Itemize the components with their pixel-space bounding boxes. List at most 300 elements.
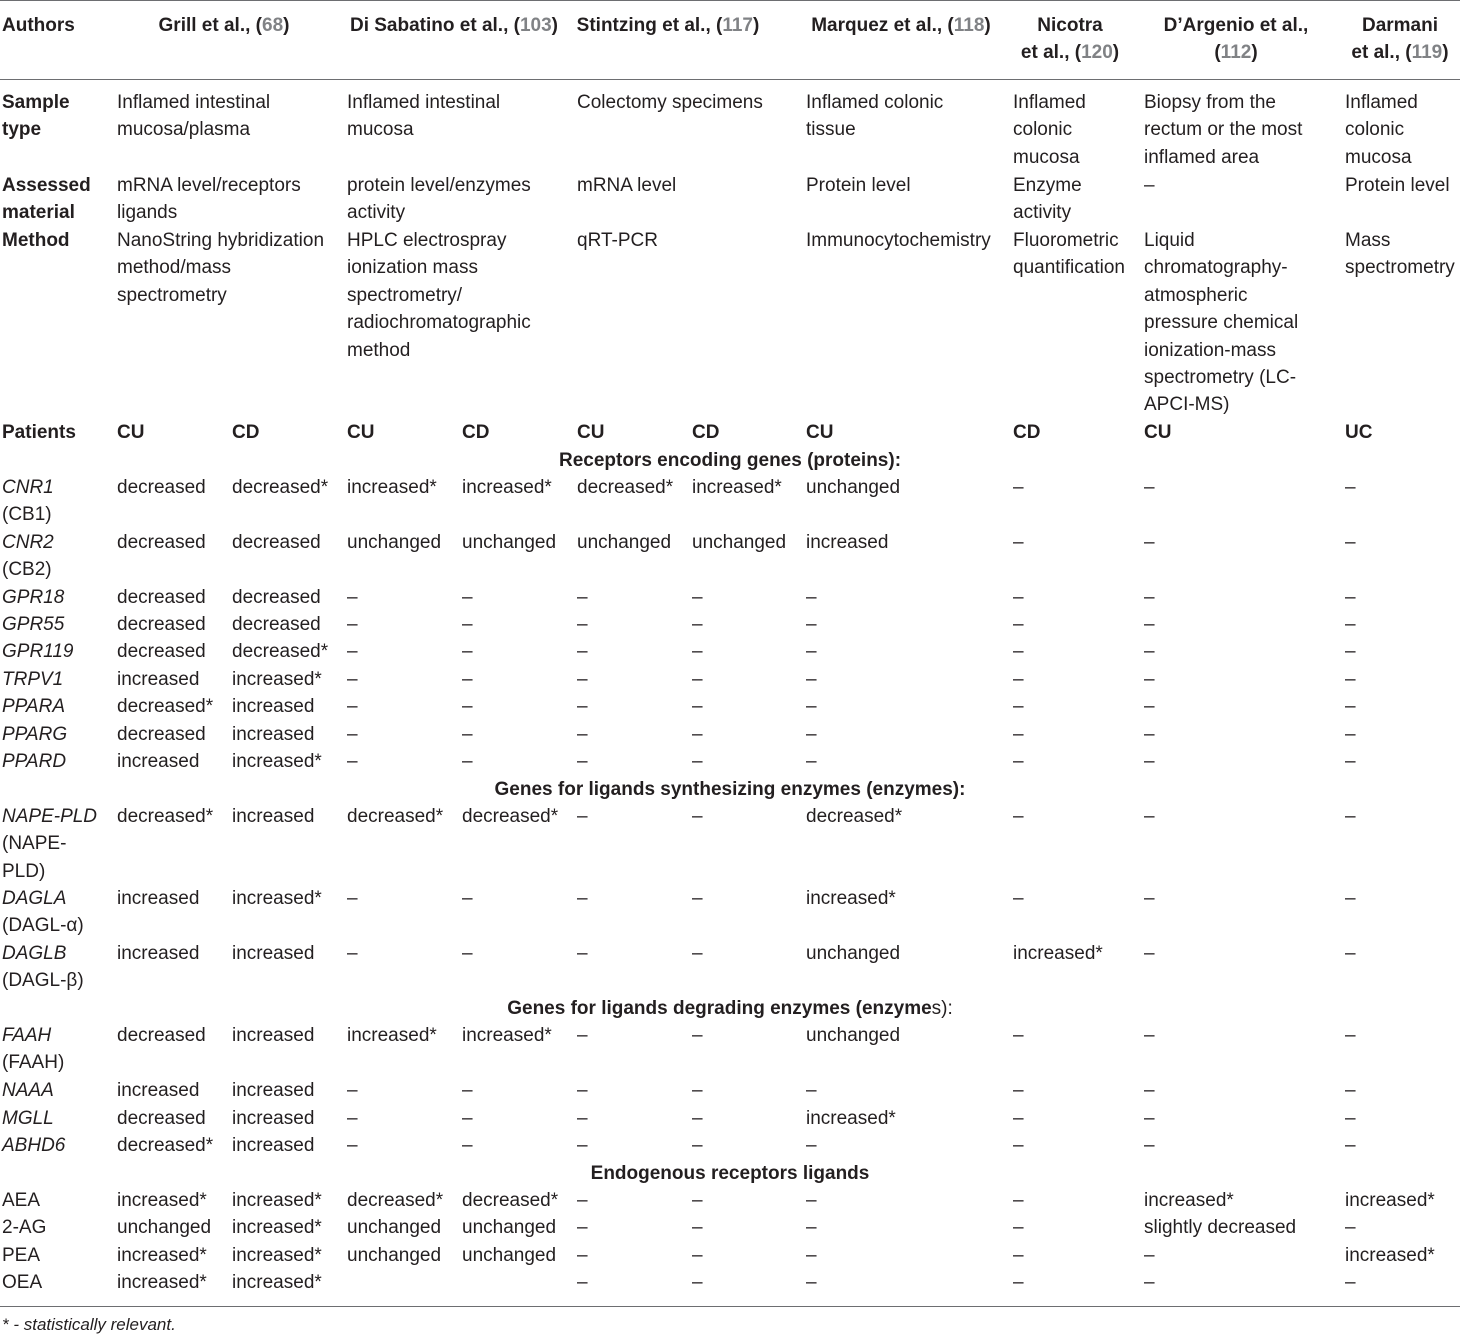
study-header bbox=[334, 12, 574, 39]
value-cell-line: decreased bbox=[117, 614, 206, 635]
value-cell-line: unchanged bbox=[117, 1217, 212, 1238]
value-cell bbox=[462, 1077, 473, 1104]
value-cell bbox=[692, 666, 703, 693]
value-cell-line: – bbox=[692, 1080, 703, 1101]
value-cell-line: decreased* bbox=[462, 1190, 559, 1211]
gene-name: MGLL bbox=[2, 1108, 54, 1129]
study-paren: ) bbox=[1251, 42, 1258, 64]
value-cell bbox=[462, 940, 473, 967]
gene-label bbox=[2, 638, 73, 665]
value-cell bbox=[117, 1214, 211, 1241]
value-cell bbox=[806, 1214, 817, 1241]
value-cell-line: unchanged bbox=[347, 1217, 442, 1238]
gene-label bbox=[2, 940, 84, 995]
value-cell bbox=[692, 584, 703, 611]
value-cell bbox=[117, 584, 206, 611]
gene-label bbox=[2, 748, 66, 775]
value-cell-line: – bbox=[1013, 532, 1024, 553]
protein-name: (DAGL-α) bbox=[2, 915, 84, 937]
value-cell bbox=[1013, 885, 1024, 912]
value-cell-line: increased* bbox=[117, 1272, 207, 1293]
value-cell-line: – bbox=[1144, 587, 1155, 608]
value-cell bbox=[117, 1242, 207, 1269]
study-reference: 103 bbox=[519, 15, 552, 36]
value-cell-line: – bbox=[1013, 724, 1024, 745]
patients-label bbox=[2, 419, 76, 446]
gene-name: PPARA bbox=[2, 696, 66, 717]
value-cell-line: – bbox=[577, 1025, 588, 1046]
value-cell-line: – bbox=[692, 806, 703, 827]
value-cell bbox=[1345, 885, 1356, 912]
value-cell bbox=[1144, 638, 1155, 665]
value-cell-line: unchanged bbox=[347, 532, 442, 553]
value-cell-line: – bbox=[347, 751, 358, 772]
value-cell-line: – bbox=[577, 1108, 588, 1129]
value-cell bbox=[806, 748, 817, 775]
value-cell bbox=[577, 611, 588, 638]
patient-group bbox=[692, 419, 719, 446]
value-cell bbox=[1013, 1022, 1024, 1049]
value-cell bbox=[347, 474, 437, 501]
info-cell-line: protein level/enzymes bbox=[347, 175, 531, 196]
value-cell-line: – bbox=[806, 1135, 817, 1156]
value-cell-line: – bbox=[806, 696, 817, 717]
value-cell-line: – bbox=[577, 751, 588, 772]
value-cell bbox=[1144, 885, 1155, 912]
gene-name: GPR55 bbox=[2, 614, 65, 635]
value-cell-line: – bbox=[1013, 669, 1024, 690]
value-cell-line: – bbox=[1144, 669, 1155, 690]
footnote: * - statistically relevant. bbox=[2, 1315, 176, 1334]
value-cell-line: – bbox=[1144, 1108, 1155, 1129]
value-cell bbox=[692, 885, 703, 912]
value-cell-line: increased* bbox=[1345, 1245, 1435, 1266]
patient-group bbox=[347, 419, 374, 446]
info-cell-line: radiochromatographic bbox=[347, 312, 531, 334]
value-cell bbox=[347, 693, 358, 720]
value-cell bbox=[1144, 748, 1155, 775]
value-cell bbox=[1345, 1269, 1356, 1296]
info-cell-line: Immunocytochemistry bbox=[806, 230, 991, 251]
value-cell-line: decreased bbox=[117, 1025, 206, 1046]
gene-label bbox=[2, 1269, 42, 1296]
info-cell bbox=[347, 227, 531, 364]
info-cell-line: inflamed area bbox=[1144, 146, 1260, 168]
value-cell bbox=[692, 638, 703, 665]
info-cell-line: Liquid bbox=[1144, 230, 1195, 251]
info-cell-line: Protein level bbox=[1345, 175, 1450, 196]
value-cell bbox=[1013, 1242, 1024, 1269]
value-cell bbox=[1013, 529, 1024, 556]
value-cell bbox=[117, 1022, 206, 1049]
info-cell-line: rectum or the most bbox=[1144, 119, 1303, 141]
value-cell bbox=[117, 529, 206, 556]
value-cell-line: increased bbox=[232, 1080, 315, 1101]
study-author: Grill et al., ( bbox=[158, 15, 262, 36]
value-cell-line: – bbox=[806, 1190, 817, 1211]
value-cell bbox=[232, 885, 322, 912]
value-cell-line: – bbox=[577, 669, 588, 690]
value-cell bbox=[1144, 803, 1155, 830]
value-cell bbox=[1144, 1105, 1155, 1132]
value-cell bbox=[462, 1022, 552, 1049]
info-cell-line: spectrometry bbox=[1345, 257, 1455, 279]
study-header bbox=[104, 12, 344, 39]
value-cell-line: decreased* bbox=[117, 1135, 214, 1156]
value-cell bbox=[117, 721, 206, 748]
value-cell bbox=[232, 666, 322, 693]
value-cell bbox=[1144, 666, 1155, 693]
value-cell-line: – bbox=[692, 1272, 703, 1293]
value-cell bbox=[577, 1242, 588, 1269]
value-cell bbox=[1013, 1077, 1024, 1104]
row-label bbox=[2, 172, 91, 227]
study-reference: 119 bbox=[1411, 42, 1443, 64]
value-cell-line: – bbox=[577, 1272, 588, 1293]
info-cell-line: Colectomy specimens bbox=[577, 92, 763, 113]
value-cell-line: – bbox=[1013, 1217, 1024, 1238]
value-cell bbox=[1013, 1187, 1024, 1214]
value-cell-line: – bbox=[1345, 1217, 1356, 1238]
value-cell-line: increased bbox=[232, 1025, 315, 1046]
study-author: D’Argenio et al., bbox=[1163, 15, 1309, 36]
gene-name: NAPE-PLD bbox=[2, 806, 98, 827]
value-cell bbox=[806, 1242, 817, 1269]
value-cell-line: – bbox=[1144, 943, 1155, 964]
info-cell-line: mucosa/plasma bbox=[117, 119, 251, 141]
value-cell bbox=[1013, 1269, 1024, 1296]
value-cell bbox=[1345, 638, 1356, 665]
value-cell bbox=[232, 638, 328, 665]
value-cell-line: increased* bbox=[462, 477, 552, 498]
value-cell bbox=[117, 1132, 213, 1159]
value-cell bbox=[1345, 584, 1356, 611]
value-cell-line: – bbox=[1144, 1080, 1155, 1101]
value-cell bbox=[806, 1022, 900, 1049]
value-cell bbox=[462, 474, 552, 501]
info-cell-line: Inflamed bbox=[1345, 92, 1418, 113]
value-cell bbox=[577, 1132, 588, 1159]
info-cell-line: colonic bbox=[1345, 119, 1405, 141]
value-cell bbox=[1013, 721, 1024, 748]
value-cell-line: – bbox=[1013, 587, 1024, 608]
value-cell bbox=[692, 529, 786, 556]
value-cell bbox=[1013, 474, 1024, 501]
value-cell-line: – bbox=[577, 806, 588, 827]
value-cell-line: – bbox=[347, 1108, 358, 1129]
value-cell-line: – bbox=[1013, 1245, 1024, 1266]
value-cell-line: – bbox=[692, 943, 703, 964]
value-cell bbox=[1013, 666, 1024, 693]
value-cell bbox=[117, 611, 206, 638]
value-cell-line: – bbox=[806, 1080, 817, 1101]
patient-group-line: CD bbox=[232, 422, 260, 443]
value-cell bbox=[462, 1242, 556, 1269]
value-cell-line: – bbox=[692, 587, 703, 608]
value-cell-line: – bbox=[1144, 1245, 1155, 1266]
section-title: Receptors encoding genes (proteins): bbox=[558, 450, 902, 471]
section-title: Endogenous receptors ligands bbox=[590, 1163, 870, 1184]
gene-label bbox=[2, 1242, 40, 1269]
value-cell bbox=[117, 638, 206, 665]
value-cell-line: – bbox=[1345, 477, 1356, 498]
value-cell-line: – bbox=[1013, 1190, 1024, 1211]
value-cell bbox=[462, 1132, 473, 1159]
value-cell-line: – bbox=[347, 669, 358, 690]
value-cell-line: – bbox=[462, 943, 473, 964]
info-cell-line: HPLC electrospray bbox=[347, 230, 507, 251]
value-cell bbox=[232, 474, 328, 501]
value-cell-line: increased* bbox=[1345, 1190, 1435, 1211]
value-cell-line: – bbox=[1013, 1108, 1024, 1129]
value-cell-line: – bbox=[577, 1080, 588, 1101]
value-cell-line: – bbox=[577, 1217, 588, 1238]
value-cell bbox=[232, 1022, 314, 1049]
value-cell bbox=[462, 748, 473, 775]
value-cell-line: increased* bbox=[347, 477, 437, 498]
value-cell-line: – bbox=[462, 587, 473, 608]
value-cell bbox=[577, 748, 588, 775]
value-cell-line: – bbox=[347, 888, 358, 909]
value-cell bbox=[117, 1269, 207, 1296]
value-cell bbox=[462, 611, 473, 638]
value-cell-line: – bbox=[1013, 1025, 1024, 1046]
value-cell bbox=[1144, 611, 1155, 638]
value-cell-line: decreased bbox=[117, 587, 206, 608]
value-cell bbox=[462, 1187, 558, 1214]
value-cell bbox=[232, 1077, 314, 1104]
study-header bbox=[1280, 12, 1460, 67]
value-cell-line: decreased* bbox=[117, 806, 214, 827]
value-cell bbox=[462, 584, 473, 611]
value-cell bbox=[1013, 1132, 1024, 1159]
gene-name: PPARD bbox=[2, 751, 67, 772]
value-cell bbox=[462, 666, 473, 693]
value-cell-line: – bbox=[1144, 1135, 1155, 1156]
info-cell bbox=[1345, 227, 1455, 282]
value-cell bbox=[1013, 638, 1024, 665]
value-cell bbox=[806, 1269, 817, 1296]
value-cell-line: unchanged bbox=[462, 1217, 557, 1238]
value-cell bbox=[1144, 474, 1155, 501]
value-cell-line: decreased bbox=[232, 587, 321, 608]
value-cell bbox=[1144, 1214, 1296, 1241]
header-bottom-rule bbox=[0, 79, 1460, 80]
value-cell bbox=[806, 638, 817, 665]
protein-name: (DAGL-β) bbox=[2, 970, 84, 992]
info-cell-line: colonic bbox=[1013, 119, 1073, 141]
value-cell bbox=[1013, 803, 1024, 830]
value-cell-line: – bbox=[692, 1245, 703, 1266]
value-cell bbox=[347, 1187, 443, 1214]
gene-name: GPR119 bbox=[2, 641, 74, 662]
value-cell-line: increased bbox=[117, 751, 200, 772]
gene-label bbox=[2, 1022, 64, 1077]
value-cell-line: – bbox=[806, 587, 817, 608]
value-cell-line: increased* bbox=[232, 1272, 322, 1293]
value-cell bbox=[1144, 1269, 1155, 1296]
value-cell-line: – bbox=[1345, 751, 1356, 772]
value-cell bbox=[1144, 529, 1155, 556]
section-title-tail: s): bbox=[931, 998, 953, 1019]
study-paren: ) bbox=[1112, 42, 1120, 64]
value-cell bbox=[692, 693, 703, 720]
value-cell bbox=[806, 666, 817, 693]
value-cell bbox=[1144, 584, 1155, 611]
value-cell bbox=[692, 1077, 703, 1104]
row-label-line: Sample bbox=[2, 92, 70, 113]
patient-group bbox=[1013, 419, 1040, 446]
value-cell bbox=[232, 1132, 314, 1159]
value-cell-line: – bbox=[1345, 1080, 1356, 1101]
value-cell-line: – bbox=[806, 724, 817, 745]
section-title: Genes for ligands degrading enzymes (enzyme bbox=[507, 998, 932, 1019]
value-cell bbox=[1345, 1077, 1356, 1104]
value-cell bbox=[577, 638, 588, 665]
value-cell bbox=[1345, 693, 1356, 720]
value-cell-line: increased bbox=[117, 888, 200, 909]
value-cell-line: decreased* bbox=[806, 806, 903, 827]
value-cell bbox=[117, 803, 213, 830]
value-cell bbox=[1345, 1187, 1435, 1214]
gene-label bbox=[2, 611, 64, 638]
value-cell bbox=[577, 666, 588, 693]
value-cell-line: – bbox=[1345, 1272, 1356, 1293]
gene-name: CNR1 bbox=[2, 477, 54, 498]
section-title: Genes for ligands synthesizing enzymes (enzymes): bbox=[494, 779, 966, 800]
info-cell bbox=[1144, 89, 1302, 171]
value-cell-line: – bbox=[577, 587, 588, 608]
value-cell-line: – bbox=[806, 669, 817, 690]
value-cell bbox=[347, 1077, 358, 1104]
gene-name: AEA bbox=[2, 1190, 41, 1211]
study-author: Nicotra bbox=[1037, 15, 1103, 36]
value-cell bbox=[347, 721, 358, 748]
value-cell bbox=[232, 611, 321, 638]
value-cell bbox=[117, 885, 199, 912]
study-paren: ) bbox=[1442, 42, 1449, 64]
study-paren: ) bbox=[984, 15, 991, 36]
value-cell bbox=[806, 885, 896, 912]
value-cell bbox=[1144, 693, 1155, 720]
info-cell bbox=[806, 89, 943, 144]
value-cell-line: – bbox=[462, 641, 473, 662]
value-cell-line: – bbox=[692, 1025, 703, 1046]
value-cell-line: – bbox=[577, 614, 588, 635]
value-cell-line: – bbox=[347, 696, 358, 717]
gene-label bbox=[2, 1077, 54, 1104]
patient-group bbox=[462, 419, 489, 446]
section-heading bbox=[0, 1160, 1460, 1187]
value-cell-line: decreased bbox=[232, 532, 321, 553]
value-cell-line: unchanged bbox=[462, 532, 557, 553]
value-cell bbox=[117, 1077, 199, 1104]
value-cell bbox=[1345, 748, 1356, 775]
gene-name: 2-AG bbox=[2, 1217, 47, 1238]
value-cell-line: increased bbox=[806, 532, 889, 553]
value-cell-line: increased bbox=[232, 1108, 315, 1129]
value-cell-line: increased bbox=[117, 669, 200, 690]
value-cell-line: – bbox=[806, 614, 817, 635]
value-cell bbox=[1144, 1022, 1155, 1049]
value-cell bbox=[1345, 474, 1356, 501]
value-cell-line: increased* bbox=[232, 1217, 322, 1238]
info-cell-line: Inflamed intestinal bbox=[347, 92, 501, 113]
patient-group bbox=[1345, 419, 1372, 446]
value-cell bbox=[232, 1214, 322, 1241]
value-cell bbox=[117, 693, 213, 720]
value-cell-line: increased* bbox=[1013, 943, 1103, 964]
study-reference: 120 bbox=[1081, 42, 1113, 64]
study-reference: 117 bbox=[722, 15, 753, 36]
patient-group-line: CU bbox=[806, 422, 834, 443]
value-cell-line: – bbox=[462, 1108, 473, 1129]
value-cell bbox=[806, 611, 817, 638]
row-label-line: material bbox=[2, 202, 75, 224]
value-cell bbox=[692, 611, 703, 638]
study-header bbox=[548, 12, 788, 39]
value-cell bbox=[692, 1187, 703, 1214]
value-cell bbox=[577, 1214, 588, 1241]
value-cell-line: – bbox=[1345, 587, 1356, 608]
value-cell bbox=[462, 1214, 556, 1241]
value-cell-line: – bbox=[462, 888, 473, 909]
gene-name: PEA bbox=[2, 1245, 41, 1266]
value-cell-line: – bbox=[1013, 888, 1024, 909]
value-cell-line: – bbox=[1345, 1135, 1356, 1156]
value-cell-line: – bbox=[806, 1217, 817, 1238]
value-cell bbox=[692, 803, 703, 830]
value-cell-line: increased* bbox=[347, 1025, 437, 1046]
value-cell-line: – bbox=[1345, 696, 1356, 717]
value-cell-line: – bbox=[1013, 641, 1024, 662]
value-cell-line: – bbox=[692, 641, 703, 662]
value-cell-line: – bbox=[1345, 669, 1356, 690]
value-cell bbox=[1345, 529, 1356, 556]
value-cell bbox=[1144, 1077, 1155, 1104]
value-cell-line: increased* bbox=[232, 669, 322, 690]
info-cell-line: atmospheric bbox=[1144, 284, 1248, 306]
value-cell bbox=[577, 1077, 588, 1104]
value-cell-line: – bbox=[692, 1108, 703, 1129]
gene-name: CNR2 bbox=[2, 532, 54, 553]
value-cell-line: – bbox=[462, 614, 473, 635]
value-cell-line: decreased* bbox=[117, 696, 214, 717]
value-cell bbox=[692, 940, 703, 967]
value-cell-line: – bbox=[577, 1190, 588, 1211]
value-cell-line: – bbox=[692, 1190, 703, 1211]
value-cell bbox=[806, 803, 902, 830]
study-reference: 112 bbox=[1220, 42, 1252, 64]
value-cell-line: – bbox=[1345, 1108, 1356, 1129]
info-cell-line: Inflamed intestinal bbox=[117, 92, 271, 113]
value-cell-line: – bbox=[1345, 614, 1356, 635]
value-cell bbox=[692, 1214, 703, 1241]
value-cell bbox=[232, 940, 314, 967]
info-cell bbox=[347, 89, 500, 144]
value-cell bbox=[1345, 1105, 1356, 1132]
value-cell-line: – bbox=[462, 1135, 473, 1156]
patient-group-line: CD bbox=[462, 422, 490, 443]
value-cell-line: – bbox=[692, 669, 703, 690]
value-cell bbox=[232, 1187, 322, 1214]
gene-name: OEA bbox=[2, 1272, 43, 1293]
info-cell bbox=[1144, 172, 1155, 199]
info-cell bbox=[577, 227, 658, 254]
value-cell bbox=[806, 1132, 817, 1159]
value-cell bbox=[692, 1269, 703, 1296]
info-cell bbox=[347, 172, 531, 227]
